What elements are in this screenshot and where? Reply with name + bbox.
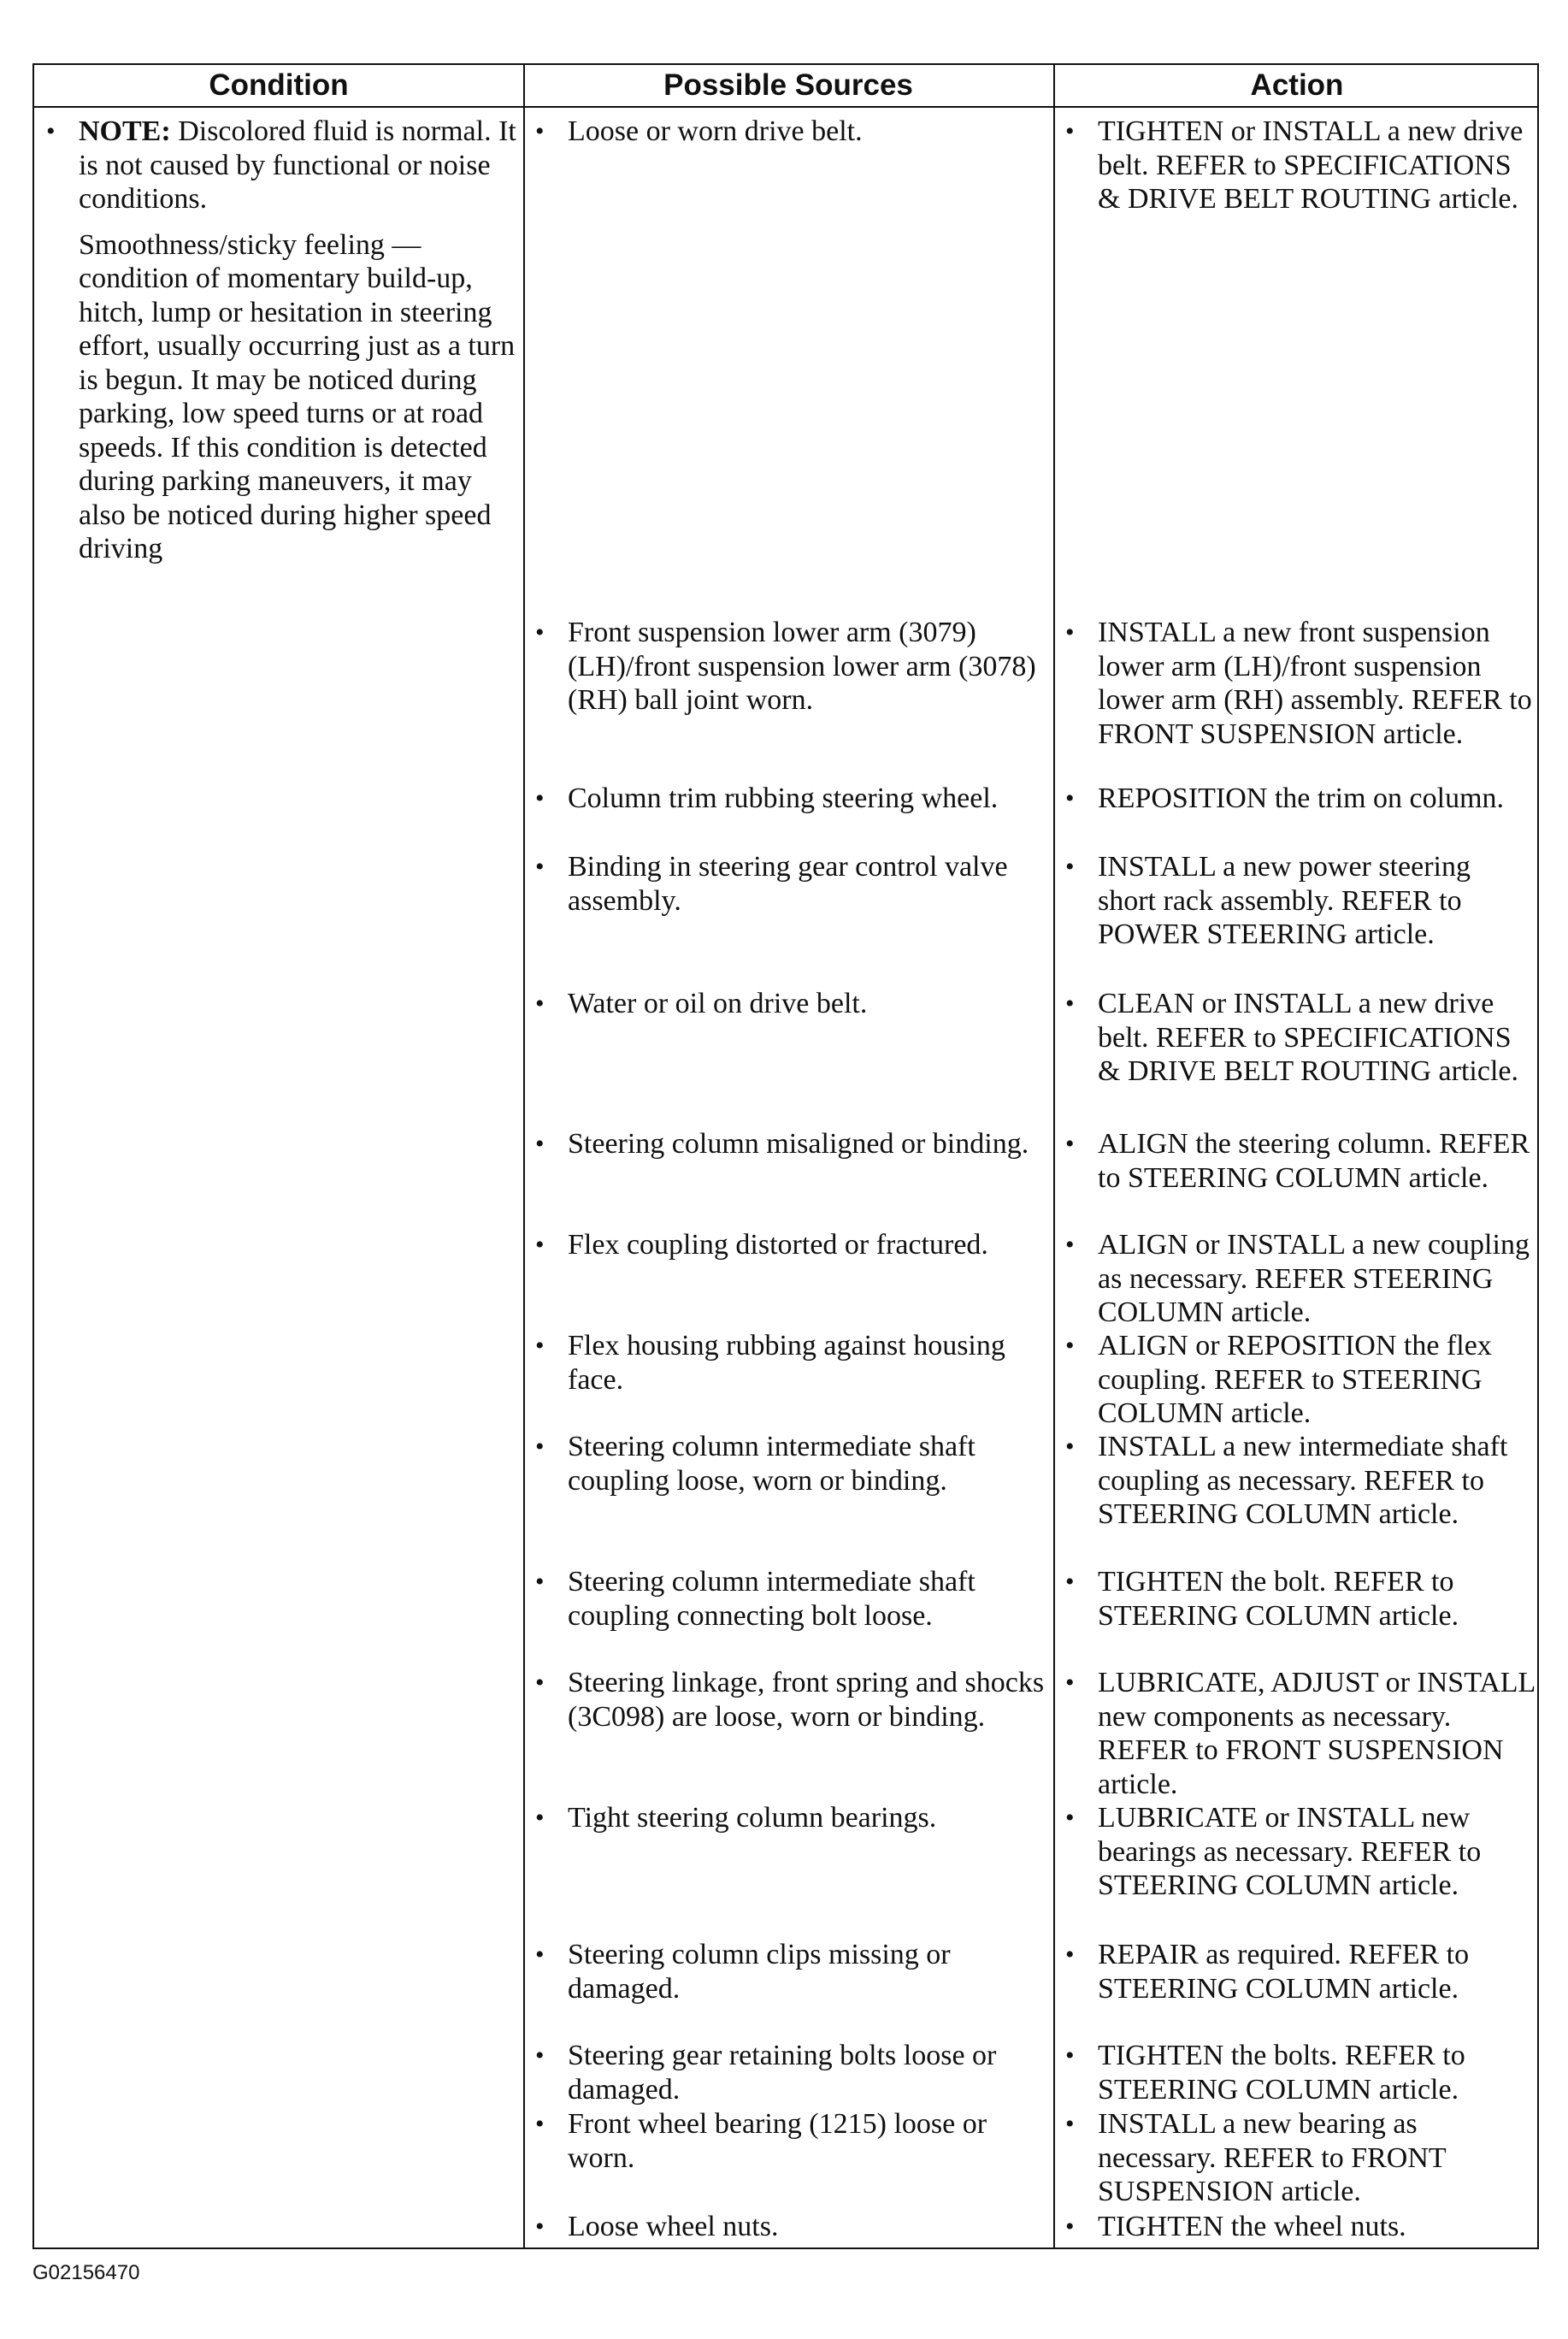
bullet: • bbox=[1065, 784, 1075, 812]
table-header bbox=[34, 65, 1537, 108]
action-item bbox=[1053, 2039, 1541, 2106]
source-item bbox=[523, 115, 1053, 149]
action-item bbox=[1053, 1430, 1541, 1532]
action-text: TIGHTEN or INSTALL a new drive belt. REFER to SPECIFICATIONS & DRIVE BELT ROUTING article. bbox=[1098, 115, 1524, 215]
source-text: Steering column intermediate shaft coupling connecting bolt loose. bbox=[568, 1566, 976, 1632]
source-text: Steering linkage, front spring and shocks (3C098) are loose, worn or binding. bbox=[568, 1667, 1045, 1733]
note-text: Discolored fluid is normal. It is not caused by functional or noise conditions. bbox=[79, 115, 516, 215]
bullet: • bbox=[1065, 1804, 1075, 1832]
bullet: • bbox=[1065, 618, 1075, 647]
action-text: TIGHTEN the wheel nuts. bbox=[1098, 2211, 1406, 2242]
bullet: • bbox=[535, 989, 545, 1018]
source-item bbox=[523, 2107, 1053, 2175]
action-item bbox=[1053, 1801, 1541, 1903]
source-item bbox=[523, 1938, 1053, 2005]
source-item bbox=[523, 1127, 1053, 1161]
source-text: Binding in steering gear control valve assembly. bbox=[568, 851, 1008, 917]
action-text: TIGHTEN the bolt. REFER to STEERING COLUMN article. bbox=[1098, 1566, 1459, 1632]
source-text: Flex housing rubbing against housing face. bbox=[568, 1330, 1005, 1396]
source-text: Water or oil on drive belt. bbox=[568, 988, 868, 1019]
bullet: • bbox=[535, 1231, 545, 1259]
action-item bbox=[1053, 2210, 1541, 2244]
source-text: Column trim rubbing steering wheel. bbox=[568, 783, 999, 814]
source-text: Steering gear retaining bolts loose or damaged. bbox=[568, 2040, 997, 2106]
bullet: • bbox=[1065, 1432, 1075, 1461]
source-item bbox=[523, 1565, 1053, 1633]
bullet: • bbox=[1065, 2110, 1075, 2138]
note-paragraph bbox=[79, 115, 523, 216]
source-text: Front suspension lower arm (3079) (LH)/front suspension lower arm (3078) (RH) ball joint worn. bbox=[568, 617, 1036, 716]
bullet: • bbox=[1065, 2212, 1075, 2241]
action-text: CLEAN or INSTALL a new drive belt. REFER to SPECIFICATIONS & DRIVE BELT ROUTING article. bbox=[1098, 988, 1518, 1087]
source-item bbox=[523, 2039, 1053, 2106]
action-text: ALIGN or REPOSITION the flex coupling. REFER to STEERING COLUMN article. bbox=[1098, 1330, 1492, 1429]
source-item bbox=[523, 782, 1053, 816]
source-item bbox=[523, 1430, 1053, 1497]
action-item bbox=[1053, 782, 1541, 816]
action-item bbox=[1053, 1666, 1541, 1801]
action-text: LUBRICATE, ADJUST or INSTALL new components as necessary. REFER to FRONT SUSPENSION article. bbox=[1098, 1667, 1536, 1800]
source-text: Steering column clips missing or damaged. bbox=[568, 1939, 951, 2005]
bullet: • bbox=[1065, 1669, 1075, 1697]
bullet: • bbox=[1065, 2041, 1075, 2070]
condition-cell bbox=[34, 115, 523, 566]
action-item bbox=[1053, 2107, 1541, 2209]
bullet: • bbox=[535, 1940, 545, 1969]
bullet: • bbox=[46, 117, 56, 145]
source-text: Loose or worn drive belt. bbox=[568, 115, 863, 147]
action-item bbox=[1053, 1228, 1541, 1330]
source-text: Loose wheel nuts. bbox=[568, 2211, 779, 2242]
header-possible-sources: Possible Sources bbox=[663, 68, 913, 102]
source-item bbox=[523, 616, 1053, 718]
bullet: • bbox=[535, 784, 545, 812]
bullet: • bbox=[1065, 1940, 1075, 1969]
action-text: ALIGN or INSTALL a new coupling as necessary. REFER STEERING COLUMN article. bbox=[1098, 1229, 1530, 1328]
bullet: • bbox=[1065, 1231, 1075, 1259]
bullet: • bbox=[535, 618, 545, 647]
action-item bbox=[1053, 850, 1541, 952]
action-text: INSTALL a new front suspension lower arm (LH)/front suspension lower arm (RH) assembly. REFER to FRONT SUSPENSION article. bbox=[1098, 617, 1532, 750]
bullet: • bbox=[1065, 989, 1075, 1018]
bullet: • bbox=[1065, 1332, 1075, 1360]
action-item bbox=[1053, 1938, 1541, 2005]
troubleshooting-table bbox=[32, 63, 1539, 2249]
source-item bbox=[523, 2210, 1053, 2244]
bullet: • bbox=[1065, 1130, 1075, 1158]
action-item bbox=[1053, 987, 1541, 1089]
source-item bbox=[523, 1228, 1053, 1262]
header-condition: Condition bbox=[209, 68, 349, 102]
source-text: Steering column misaligned or binding. bbox=[568, 1128, 1029, 1160]
action-item bbox=[1053, 1565, 1541, 1633]
action-item bbox=[1053, 616, 1541, 751]
bullet: • bbox=[535, 1669, 545, 1697]
source-item bbox=[523, 1801, 1053, 1835]
action-text: LUBRICATE or INSTALL new bearings as necessary. REFER to STEERING COLUMN article. bbox=[1098, 1802, 1482, 1901]
source-item bbox=[523, 1329, 1053, 1397]
bullet: • bbox=[535, 1804, 545, 1832]
condition-description: Smoothness/sticky feeling — condition of momentary build-up, hitch, lump or hesitation in steering effort, usually occurring just as a turn is begun. It may be noticed during parking, low speed turns or at road speeds. If this condition is detected during parking maneuvers, it may also be noticed during higher speed driving bbox=[79, 228, 516, 564]
source-item bbox=[523, 1666, 1053, 1734]
action-text: ALIGN the steering column. REFER to STEERING COLUMN article. bbox=[1098, 1128, 1530, 1194]
action-text: TIGHTEN the bolts. REFER to STEERING COLUMN article. bbox=[1098, 2040, 1465, 2106]
header-action: Action bbox=[1250, 68, 1344, 102]
action-text: REPOSITION the trim on column. bbox=[1098, 783, 1505, 814]
bullet: • bbox=[1065, 1568, 1075, 1596]
action-item bbox=[1053, 115, 1541, 216]
bullet: • bbox=[1065, 853, 1075, 881]
action-item bbox=[1053, 1329, 1541, 1431]
action-text: REPAIR as required. REFER to STEERING COLUMN article. bbox=[1098, 1939, 1470, 2005]
bullet: • bbox=[1065, 117, 1075, 145]
bullet: • bbox=[535, 2212, 545, 2241]
source-text: Front wheel bearing (1215) loose or worn. bbox=[568, 2108, 987, 2174]
source-item bbox=[523, 850, 1053, 918]
action-text: INSTALL a new intermediate shaft coupling as necessary. REFER to STEERING COLUMN article. bbox=[1098, 1431, 1508, 1530]
figure-id: G02156470 bbox=[32, 2261, 140, 2284]
bullet: • bbox=[535, 853, 545, 881]
action-text: INSTALL a new bearing as necessary. REFER to FRONT SUSPENSION article. bbox=[1098, 2108, 1447, 2207]
source-text: Flex coupling distorted or fractured. bbox=[568, 1229, 988, 1261]
bullet: • bbox=[535, 2110, 545, 2138]
action-item bbox=[1053, 1127, 1541, 1195]
bullet: • bbox=[535, 1568, 545, 1596]
action-text: INSTALL a new power steering short rack assembly. REFER to POWER STEERING article. bbox=[1098, 851, 1471, 950]
bullet: • bbox=[535, 117, 545, 145]
bullet: • bbox=[535, 1432, 545, 1461]
source-text: Tight steering column bearings. bbox=[568, 1802, 937, 1834]
bullet: • bbox=[535, 1130, 545, 1158]
bullet: • bbox=[535, 1332, 545, 1360]
bullet: • bbox=[535, 2041, 545, 2070]
source-item bbox=[523, 987, 1053, 1021]
source-text: Steering column intermediate shaft coupling loose, worn or binding. bbox=[568, 1431, 976, 1497]
note-label: NOTE: bbox=[79, 115, 171, 147]
